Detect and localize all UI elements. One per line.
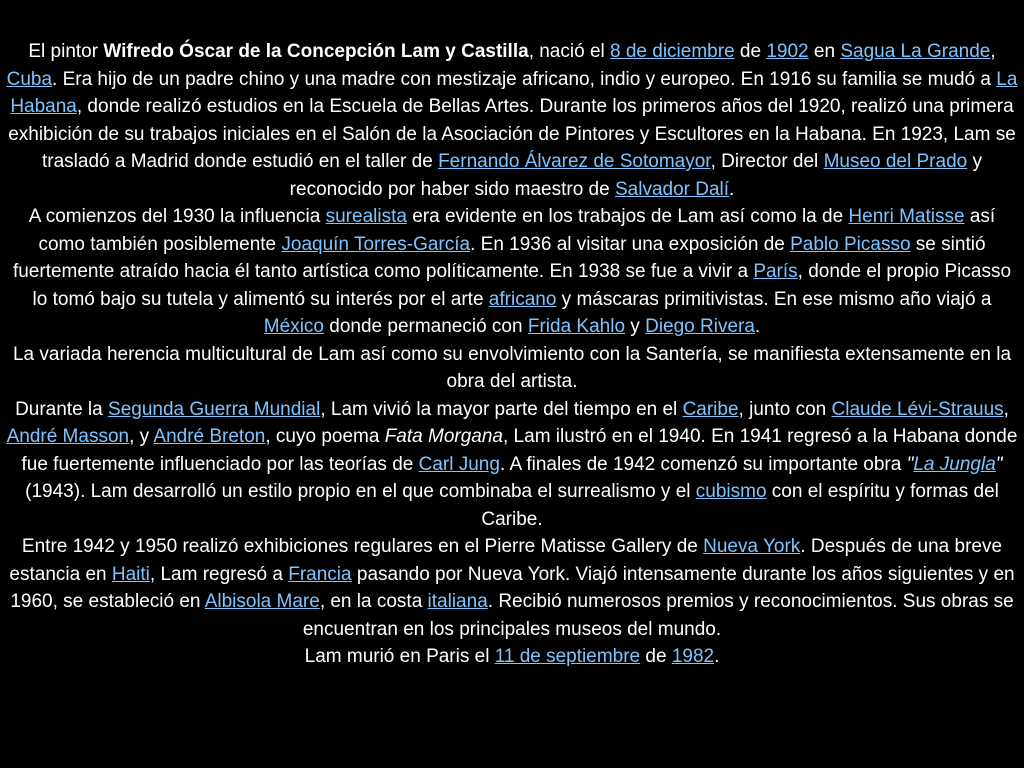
text-run: , Lam vivió la mayor parte del tiempo en el xyxy=(320,398,683,420)
hyperlink[interactable]: Haiti xyxy=(111,563,150,585)
hyperlink[interactable]: La Jungla xyxy=(913,453,996,475)
text-run: Durante la xyxy=(15,398,109,420)
text-run: , cuyo poema xyxy=(265,426,385,447)
text-run: donde permaneció con xyxy=(323,316,528,337)
text-run: pasando por Nueva York. Viajó intensamente durante los años siguientes y en 1960, se estableció en xyxy=(10,563,1015,612)
text-run: (1943). Lam desarrolló un estilo propio en el que combinaba el surrealismo y el xyxy=(25,481,696,502)
hyperlink[interactable]: africano xyxy=(488,288,557,310)
text-run: . xyxy=(729,178,735,200)
text-run: Lam murió en Paris el xyxy=(304,646,495,667)
hyperlink[interactable]: italiana xyxy=(427,591,488,612)
hyperlink[interactable]: La Habana xyxy=(10,68,1018,117)
text-run: . Recibió numerosos premios y reconocimientos. Sus obras se encuentran en los principales museos del mundo. xyxy=(302,591,1014,640)
text-run: . Después de una breve estancia en xyxy=(9,536,1003,585)
text-run: , Lam regresó a xyxy=(149,563,289,585)
text-run: , Director del xyxy=(710,151,824,172)
hyperlink[interactable]: Fernando Álvarez de Sotomayor xyxy=(438,151,711,172)
text-run: y máscaras primitivistas. En ese mismo año viajó a xyxy=(556,288,992,310)
hyperlink[interactable]: 1902 xyxy=(766,41,809,62)
text-run: , donde el propio Picasso lo tomó bajo su tutela y alimentó su interés por el arte xyxy=(32,261,1012,310)
text-run: , xyxy=(990,41,996,62)
bold-text: Wifredo Óscar de la Concepción Lam y Castilla xyxy=(103,41,529,62)
text-run: El pintor xyxy=(28,41,104,62)
hyperlink[interactable]: Segunda Guerra Mundial xyxy=(108,398,321,420)
italic-text: " xyxy=(906,453,914,475)
text-run: así como también posiblemente xyxy=(38,206,996,255)
hyperlink[interactable]: Cuba xyxy=(6,68,53,90)
text-run: , y xyxy=(129,426,154,447)
text-run: . xyxy=(714,646,720,667)
hyperlink[interactable]: surealista xyxy=(325,206,407,227)
paragraph xyxy=(6,396,1018,534)
text-run: , en la costa xyxy=(319,591,428,612)
text-run: era evidente en los trabajos de Lam así como la de xyxy=(406,206,849,227)
hyperlink[interactable]: Francia xyxy=(288,563,352,585)
hyperlink[interactable]: Claude Lévi-Strauus xyxy=(831,398,1004,420)
paragraph xyxy=(6,38,1018,203)
text-run: de xyxy=(640,646,672,667)
text-run: , Lam ilustró en el 1940. En 1941 regresó a la Habana donde fue fuertemente influenciado por las teorías de xyxy=(21,426,1018,475)
text-run: . Era hijo de un padre chino y una madre con mestizaje africano, indio y europeo. En 1916 su familia se mudó a xyxy=(52,68,997,90)
paragraph xyxy=(6,533,1018,643)
text-run: . En 1936 al visitar una exposición de xyxy=(470,233,791,255)
text-run: , xyxy=(1003,398,1009,420)
hyperlink[interactable]: Caribe xyxy=(682,398,739,420)
hyperlink[interactable]: cubismo xyxy=(695,481,767,502)
hyperlink[interactable]: Salvador Dalí xyxy=(614,178,730,200)
hyperlink[interactable]: Henri Matisse xyxy=(848,206,965,227)
hyperlink[interactable]: Pablo Picasso xyxy=(790,233,911,255)
text-run: A comienzos del 1930 la influencia xyxy=(28,206,326,227)
text-run: y reconocido por haber sido maestro de xyxy=(289,151,982,200)
hyperlink[interactable]: Frida Kahlo xyxy=(527,316,626,337)
text-run: y xyxy=(625,316,646,337)
text-run: de xyxy=(734,41,767,62)
text-run: , donde realizó estudios en la Escuela de Bellas Artes. Durante los primeros años del 1920, realizó una primera exhibición de su trabajos iniciales en el Salón de la Asociación de Pintores y Escultores en la Habana. En 1923, Lam se trasladó a Madrid donde estudió en el taller de xyxy=(8,96,1016,172)
hyperlink[interactable]: Nueva York xyxy=(703,536,801,557)
hyperlink[interactable]: André Breton xyxy=(153,426,266,447)
text-run: , junto con xyxy=(738,398,832,420)
hyperlink[interactable]: México xyxy=(263,316,324,337)
text-run: Entre 1942 y 1950 realizó exhibiciones regulares en el Pierre Matisse Gallery de xyxy=(21,536,704,557)
hyperlink[interactable]: 8 de diciembre xyxy=(610,41,735,62)
hyperlink[interactable]: Sagua La Grande xyxy=(840,41,991,62)
hyperlink[interactable]: Albisola Mare xyxy=(204,591,320,612)
text-run: La variada herencia multicultural de Lam así como su envolvimiento con la Santería, se manifiesta extensamente en la obra del artista. xyxy=(12,343,1012,392)
paragraph xyxy=(6,203,1018,341)
paragraph xyxy=(6,341,1018,396)
italic-text: Fata Morgana xyxy=(384,426,503,447)
text-run: con el espíritu y formas del Caribe. xyxy=(481,481,999,530)
hyperlink[interactable]: Diego Rivera xyxy=(645,316,755,337)
text-run: , nació el xyxy=(528,41,611,62)
hyperlink[interactable]: Carl Jung xyxy=(418,453,500,475)
italic-text: " xyxy=(995,453,1003,475)
hyperlink[interactable]: 1982 xyxy=(671,646,715,667)
hyperlink[interactable]: Joaquín Torres-García xyxy=(281,233,471,255)
text-run: . A finales de 1942 comenzó su importante obra xyxy=(499,453,907,475)
hyperlink[interactable]: 11 de septiembre xyxy=(494,646,641,667)
hyperlink[interactable]: París xyxy=(753,261,798,282)
hyperlink[interactable]: Museo del Prado xyxy=(823,151,968,172)
hyperlink[interactable]: André Masson xyxy=(6,426,130,447)
text-run: se sintió fuertemente atraído hacia él tanto artística como políticamente. En 1938 se fue a vivir a xyxy=(12,233,986,282)
paragraph xyxy=(6,643,1018,671)
text-run: en xyxy=(808,41,841,62)
text-run: . xyxy=(754,316,761,337)
